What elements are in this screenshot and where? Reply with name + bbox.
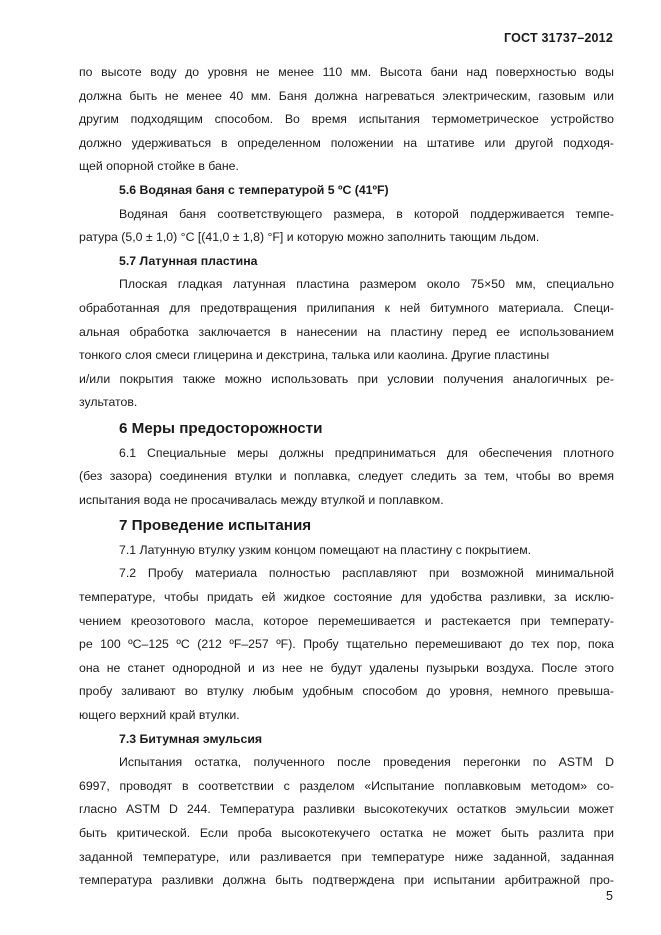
paragraph [79,273,614,415]
paragraph [79,61,614,179]
text-line: температура разливки должна быть подтверждена при испытании арбитражной про- [79,873,614,888]
text-line: Водяная баня соответствующего размера, в которой поддерживается темпе- [119,206,614,221]
text-line: ре 100 ºС–125 ºС (212 ºF–257 ºF). Пробу тщательно перемешивают до тех пор, пока [79,637,614,652]
paragraph [79,539,614,563]
text-line: 6.1 Специальные меры должны предприниматься для обеспечения плотного [119,445,614,460]
text-line: (без зазора) соединения втулки и поплавка, следует следить за тем, чтобы во время [79,469,614,484]
paragraph [79,562,614,727]
text-line: обработанная для предотвращения прилипания к ней битумного материала. Специ- [79,300,614,315]
text-line: быть критической. Если проба высокотекучего остатка не может быть разлита при [79,826,614,840]
subsection-heading: 5.7 Латунная пластина [119,253,258,268]
text-line: тонкого слоя смеси глицерина и декстрина, талька или каолина. Другие пластины [79,348,550,363]
text-line: другим подходящим способом. Во время испытания термометрическое устройство [79,112,614,127]
text-line: по высоте воду до уровня не менее 110 мм. Высота бани над поверхностью воды [79,65,614,79]
subsection-heading: 7.3 Битумная эмульсия [119,731,263,746]
text-line: зультатов. [79,395,138,410]
text-line: 7.2 Пробу материала полностью расплавляют при возможной минимальной [119,566,614,581]
text-line: пробу заливают во втулку любым удобным способом до уровня, немного превыша- [79,684,614,699]
text-line: 6997, проводят в соответствии с разделом «Испытание поплавковым методом» со- [79,778,614,793]
paragraph [79,203,614,250]
paragraph [79,751,614,893]
text-line: альная обработка заключается в нанесении на пластину перед ее использованием [79,324,614,339]
text-line: чением креозотового масла, которое перемешивается и растекается при температу- [79,613,614,628]
text-line: температуре, чтобы придать ей жидкое состояние для удобства разливки, за исклю- [79,590,614,605]
text-line: должно удерживаться в определенном положении на штативе или другой подходя- [79,135,614,150]
page-number: 5 [606,889,613,903]
standard-code: ГОСТ 31737–2012 [504,31,613,45]
text-line: и/или покрытия также можно использовать при условии получения аналогичных ре- [79,371,614,386]
section-heading: 6 Меры предосторожности [119,419,323,437]
text-line: ющего верхний край втулки. [79,708,240,723]
text-line: ратура (5,0 ± 1,0) °С [(41,0 ± 1,8) °F] и которую можно заполнить тающим льдом. [79,230,540,245]
text-line: Испытания остатка, полученного после проведения перегонки по ASTM D [119,755,614,770]
text-line: заданной температуре, или разливается при температуре ниже заданной, заданная [79,849,614,864]
section-heading: 7 Проведение испытания [119,517,312,535]
text-line: должна быть не менее 40 мм. Баня должна нагреваться электрическим, газовым или [79,88,614,103]
text-line: щей опорной стойке в бане. [79,159,239,174]
text-line: испытания вода не просачивалась между втулкой и поплавком. [79,492,444,507]
text-line: она не станет однородной и из нее не будут удалены пузырьки воздуха. После этого [79,660,614,675]
page-content [79,61,614,893]
text-line: 7.1 Латунную втулку узким концом помещают на пластину с покрытием. [119,542,532,557]
text-line: Плоская гладкая латунная пластина размером около 75×50 мм, специально [119,277,614,292]
text-line: гласно ASTM D 244. Температура разливки высокотекучих остатков эмульсии может [79,802,614,817]
subsection-heading: 5.6 Водяная баня с температурой 5 ºС (41ºF) [119,182,389,197]
paragraph [79,442,614,513]
